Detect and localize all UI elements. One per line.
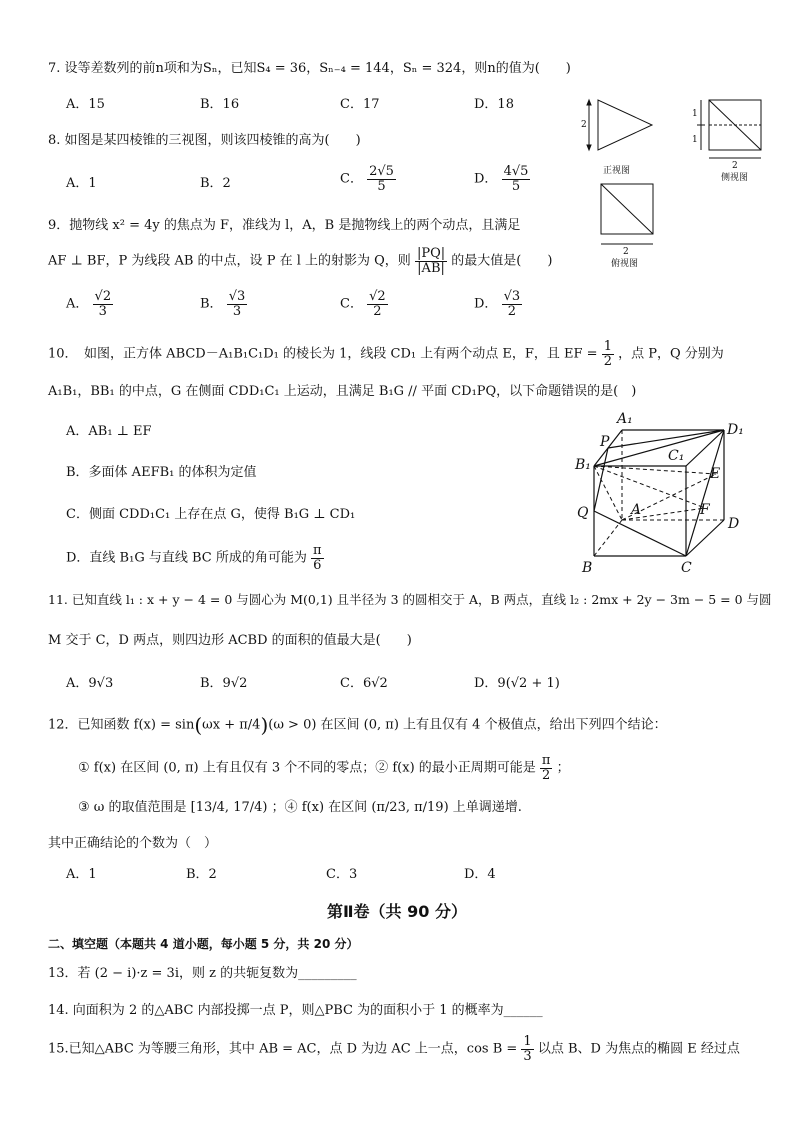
q10-option-c: C．侧面 CDD₁C₁ 上存在点 G，使得 B₁G ⊥ CD₁ [66, 507, 356, 522]
q8-option-a: A．1 [66, 176, 97, 191]
side-dim-1-bottom: 1 [692, 135, 698, 145]
front-view [587, 100, 652, 150]
q12-option-d: D．4 [464, 867, 496, 882]
cube-label-p: P [600, 434, 610, 450]
q12-conclusion-3-4: ③ ω 的取值范围是 [13/4, 17/4) ；④ f(x) 在区间 (π/23, π/19) 上单调递增. [78, 800, 522, 815]
q11-option-d: D．9(√2 + 1) [474, 676, 560, 691]
q12-tail: 其中正确结论的个数为（ ） [48, 836, 218, 851]
q11-option-c: C．6√2 [340, 676, 388, 691]
q12-option-b: B．2 [186, 867, 217, 882]
cube-label-b1: B₁ [575, 457, 591, 473]
cube-label-f: F [700, 502, 710, 518]
q8-stem: 8. 如图是某四棱锥的三视图，则该四棱锥的高为( ) [48, 133, 361, 148]
cube-label-a: A [631, 502, 642, 518]
q11-stem-line1: 11. 已知直线 l₁ : x + y − 4 = 0 与圆心为 M(0,1) 且半径为 3 的圆相交于 A，B 两点，直线 l₂ : 2mx + 2y − 3m − 5 = 0 与圆 [48, 592, 772, 607]
q12-stem: 12．已知函数 f(x) = sin(ωx + π/4)(ω > 0) 在区间 (0, π) 上有且仅有 4 个极值点，给出下列四个结论： [48, 713, 667, 737]
q9-option-d: D． $\frac{√3}{2}$ [474, 289, 521, 319]
cube-label-a1: A₁ [617, 411, 633, 427]
q9-stem-line1: 9．抛物线 x² = 4y 的焦点为 F，准线为 l，A，B 是抛物线上的两个动点，且满足 [48, 218, 521, 233]
cube-figure [570, 408, 770, 578]
front-view-label: 正视图 [603, 166, 631, 176]
cube-label-q: Q [577, 505, 589, 521]
top-view-label: 俯视图 [611, 259, 639, 269]
q11-stem-line2: M 交于 C，D 两点，则四边形 ACBD 的面积的值最大是( ) [48, 633, 412, 648]
top-dim-2: 2 [623, 247, 629, 257]
q7-stem: 7. 设等差数列的前n项和为Sₙ，已知S₄ = 36，Sₙ₋₄ = 144，Sₙ = 324，则n的值为( ) [48, 61, 571, 76]
section-2-title: 第Ⅱ卷（共 90 分） [327, 902, 467, 921]
q7-option-b: B．16 [200, 97, 240, 112]
section-2-part-header: 二、填空题（本题共 4 道小题，每小题 5 分，共 20 分） [48, 937, 359, 951]
q14: 14. 向面积为 2 的△ABC 内部投掷一点 P，则△PBC 为的面积小于 1 的概率为______ [48, 1003, 543, 1018]
q7-option-a: A．15 [66, 97, 105, 112]
q13: 13．若 (2 − i)·z = 3i，则 z 的共轭复数为_________ [48, 966, 357, 981]
q8-option-d: D． $\frac{4√5}{5}$ [474, 164, 529, 194]
q10-option-d: D．直线 B₁G 与直线 BC 所成的角可能为 $\frac{\pi}{6}$ [66, 543, 322, 573]
q12-conclusion-1-2: ① f(x) 在区间 (0, π) 上有且仅有 3 个不同的零点；② f(x) 的最小正周期可能是 $\frac{\pi}{2}$ ； [78, 753, 570, 783]
side-view-label: 侧视图 [721, 173, 749, 183]
side-dim-2: 2 [732, 161, 738, 171]
q10-stem-line2: A₁B₁，BB₁ 的中点，G 在侧面 CDD₁C₁ 上运动，且满足 B₁G // 平面 CD₁PQ，以下命题错误的是( ) [48, 384, 637, 399]
q10-option-b: B．多面体 AEFB₁ 的体积为定值 [66, 465, 257, 480]
cube-label-c1: C₁ [668, 448, 685, 464]
q9-option-a: A． $\frac{√2}{3}$ [66, 289, 112, 319]
q10-stem-line1: 10． 如图，正方体 ABCD－A₁B₁C₁D₁ 的棱长为 1，线段 CD₁ 上有两个动点 E，F，且 EF = $\frac{1}{2}$ ，点 P，Q 分别为 [48, 339, 724, 369]
q9-option-b: B． $\frac{√3}{3}$ [200, 289, 246, 319]
q12-option-c: C．3 [326, 867, 358, 882]
q9-stem-line2: AF ⊥ BF，P 为线段 AB 的中点，设 P 在 l 上的射影为 Q，则 $\frac{|PQ|}{|AB|}$ 的最大值是( ) [48, 246, 553, 276]
q11-option-b: B．9√2 [200, 676, 248, 691]
q9-option-c: C． $\frac{√2}{2}$ [340, 289, 386, 319]
side-dim-1-top: 1 [692, 109, 698, 119]
three-views-figure [575, 90, 775, 280]
q12-option-a: A．1 [66, 867, 97, 882]
q8-option-b: B．2 [200, 176, 231, 191]
cube-label-b: B [582, 560, 593, 576]
q10-option-a: A．AB₁ ⊥ EF [66, 424, 152, 439]
q11-option-a: A．9√3 [66, 676, 114, 691]
cube-label-e: E [710, 466, 721, 482]
q15: 15.已知△ABC 为等腰三角形，其中 AB = AC，点 D 为边 AC 上一点，cos B = $\frac{1}{3}$ 以点 B、D 为焦点的椭圆 E 经过点 [48, 1034, 740, 1064]
q7-option-d: D．18 [474, 97, 514, 112]
top-view [601, 184, 653, 244]
cube-label-d1: D₁ [727, 422, 744, 438]
front-dim-2: 2 [581, 120, 587, 130]
cube-label-d: D [728, 516, 740, 532]
q7-option-c: C．17 [340, 97, 380, 112]
q8-option-c: C． $\frac{2√5}{5}$ [340, 164, 394, 194]
cube-label-c: C [681, 560, 692, 576]
side-view [697, 100, 761, 158]
